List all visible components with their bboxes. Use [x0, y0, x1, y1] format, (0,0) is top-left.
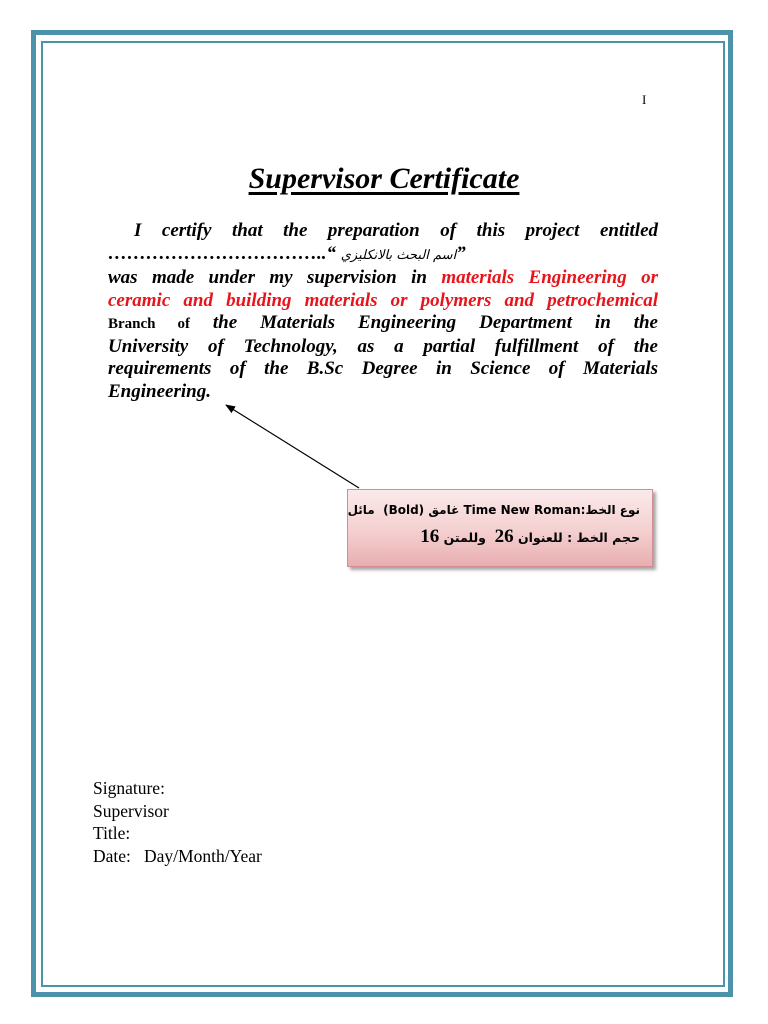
body-line-6: University of Technology, as a partial fulfillment of the	[108, 335, 658, 357]
page-title: Supervisor Certificate	[248, 162, 520, 195]
body-line-8: Engineering.	[108, 380, 211, 402]
body-line-3	[108, 267, 658, 290]
signature-block	[93, 777, 262, 867]
body-size-label: وللمتن	[443, 530, 486, 545]
font-size-line	[360, 526, 640, 549]
certificate-body	[108, 220, 658, 403]
date-value: Day/Month/Year	[144, 845, 262, 866]
date-line	[93, 845, 262, 868]
department-options-1: materials Engineering or	[441, 267, 658, 288]
body-line-1: I certify that the preparation of this project entitled	[134, 220, 658, 241]
font-weight: غامق (Bold)	[383, 503, 460, 517]
department-options-2: ceramic and building materials or polymers and petrochemical	[108, 289, 658, 311]
branch-label: Branch of	[108, 316, 190, 332]
font-style: مائل	[347, 503, 375, 517]
body-line-5-text: the Materials Engineering Department in the	[189, 312, 658, 333]
page-number: I	[642, 92, 647, 107]
font-type-line	[347, 500, 640, 520]
font-instruction-note	[347, 489, 653, 567]
arabic-project-name: اسم البحث بالانكليزي	[340, 247, 457, 263]
font-name: Time New Roman	[463, 503, 581, 517]
body-line-2	[108, 243, 658, 268]
supervisor-label: Supervisor	[93, 800, 169, 821]
closing-quote: ”	[456, 242, 466, 264]
title-label: Title:	[93, 823, 131, 843]
title-font-size: 26	[494, 526, 514, 547]
font-type-label: نوع الخط:	[580, 503, 640, 517]
dotted-leader: ……………………………..“	[108, 242, 336, 264]
body-font-size: 16	[420, 526, 440, 547]
signature-label: Signature:	[93, 778, 165, 798]
date-label: Date:	[93, 845, 131, 866]
font-size-label: حجم الخط : للعنوان	[518, 530, 640, 545]
body-line-3-text: was made under my supervision in	[108, 267, 442, 288]
body-line-7: requirements of the B.Sc Degree in Science of Materials	[108, 358, 658, 379]
body-line-5	[108, 312, 658, 336]
